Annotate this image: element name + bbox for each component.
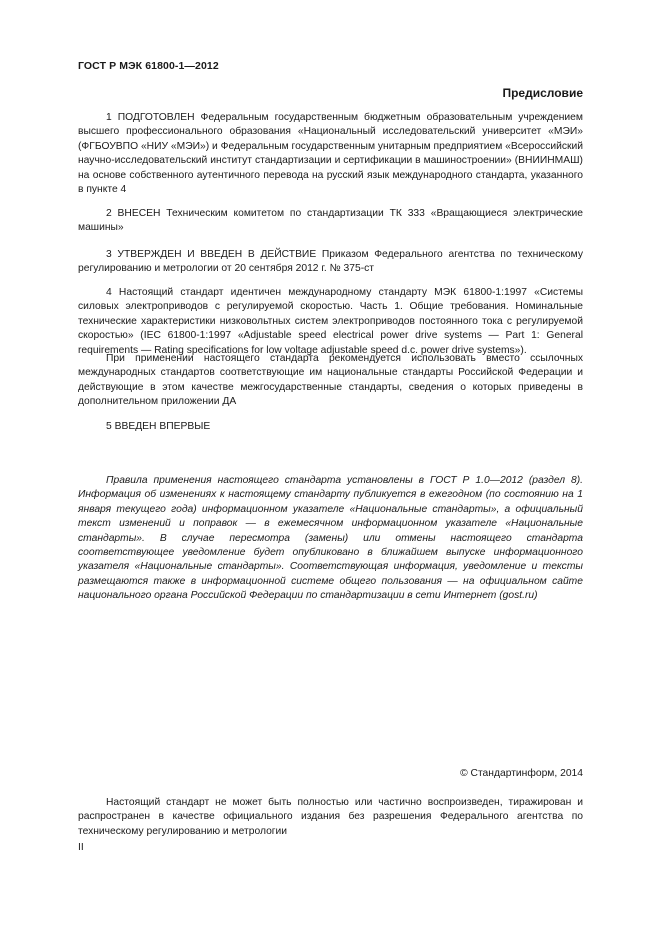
copyright-line: © Стандартинформ, 2014: [460, 768, 583, 779]
page-title: Предисловие: [502, 86, 583, 100]
section-5-first-introduced: 5 ВВЕДЕН ВПЕРВЫЕ: [106, 421, 211, 432]
document-header: ГОСТ Р МЭК 61800-1—2012: [78, 60, 219, 72]
application-rules-notice: Правила применения настоящего стандарта установлены в ГОСТ Р 1.0—2012 (раздел 8). Информация об изменениях к настоящему стандарту публикуется в ежегодном (по состоянию на 1 января текущего года) информационном указателе «Национальные стандарты», а официальный текст изменений и поправок — в ежемесячном информационном указателе «Национальные стандарты». В случае пересмотра (замены) или отмены настоящего стандарта соответствующее уведомление будет опубликовано в ближайшем выпуске информационного указателя «Национальные стандарты». Соответствующая информация, уведомление и тексты размещаются также в информационной системе общего пользования — на официальном сайте национального органа Российской Федерации по стандартизации в сети Интернет (gost.ru): [78, 475, 583, 602]
section-1-prepared: 1 ПОДГОТОВЛЕН Федеральным государственным бюджетным образовательным учреждением высшего профессионального образования «Национальный исследовательский университет «МЭИ» (ФГБОУВПО «НИУ «МЭИ») и Федеральным государственным унитарным предприятием «Всероссийский научно-исследовательский институт стандартизации и сертификации в машиностроении» (ВНИИНМАШ) на основе собственного аутентичного перевода на русский язык международного стандарта, указанного в пункте 4: [78, 112, 584, 196]
section-2-introduced: 2 ВНЕСЕН Техническим комитетом по стандартизации ТК 333 «Вращающиеся электрические машины»: [78, 208, 583, 234]
page-number: II: [78, 842, 84, 853]
section-4-identical: 4 Настоящий стандарт идентичен международному стандарту МЭК 61800-1:1997 «Системы силовых электроприводов с регулируемой скоростью. Часть 1. Общие требования. Номинальные технические характеристики низковольтных систем электроприводов постоянного тока с регулируемой скоростью» (IEC 61800-1:1997 «Adjustable speed electrical power drive systems — Part 1: General requirements — Rating specifications for low voltage adjustable speed d.c. power drive systems»).: [78, 287, 583, 356]
section-4-application-note: При применении настоящего стандарта рекомендуется использовать вместо ссылочных международных стандартов соответствующие им национальные стандарты Российской Федерации и действующие в этом качестве межгосударственные стандарты, сведения о которых приведены в дополнительном приложении ДА: [78, 353, 583, 408]
section-3-approved: 3 УТВЕРЖДЕН И ВВЕДЕН В ДЕЙСТВИЕ Приказом Федерального агентства по техническому регулированию и метрологии от 20 сентября 2012 г. № 375-ст: [78, 249, 583, 275]
reproduction-notice: Настоящий стандарт не может быть полностью или частично воспроизведен, тиражирован и распространен в качестве официального издания без разрешения Федерального агентства по техническому регулированию и метрологии: [78, 797, 583, 837]
